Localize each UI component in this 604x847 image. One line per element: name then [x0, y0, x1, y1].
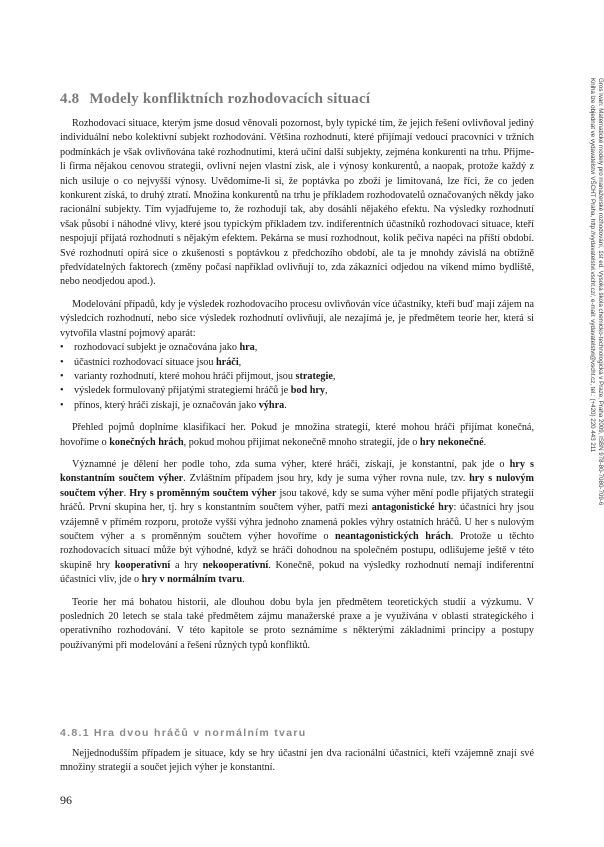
subsection-number: 4.8.1 — [60, 727, 90, 739]
subsection-heading — [60, 727, 306, 739]
bullet-icon: • — [60, 370, 64, 382]
list-item: • účastníci rozhodovací situace jsou hráči, — [60, 356, 534, 370]
main-text — [60, 117, 534, 661]
paragraph-intro: Rozhodovací situace, kterým jsme dosud věnovali pozornost, byly typické tím, že jejich řešení ovlivňoval jediný individuální nebo kolektivní subjekt rozhodování. Většina rozhodnutí, které přijímají vedoucí pracovníci v tržních podmínkách je však ovlivňována také rozhodnutími, která učiní další subjekty, zejména konkurenti na trhu. Přijme-li firma nějakou cenovou strategii, ovlivní nejen vlastní zisk, ale i výnosy konkurentů, a naopak, protože každý z nich usiluje o co nejvyšší výnosy. Uvědomíme-li si, že poptávka po zboží je limitovaná, lze říci, že co jeden konkurent získá, to druhý ztratí. Množina konkurentů na trhu je příkladem rozhodovatelů označovaných někdy jako racionální subjekty. Tím vyjadřujeme to, že rozhodují tak, aby dosáhli nějakého efektu. Na výsledky rozhodnutí však působí i náhodné vlivy, které jsou typickým příkladem tzv. indiferentních účastníků rozhodovací situace, kteří nespojují přijatá rozhodnutí s nějakým efektem. Pekárna se musí rozhodnout, kolik pečiva napéci na příští období. Své rozhodnutí opírá sice o zkušenosti s poptávkou z předchozího období, ale ta je mnohdy závislá na obtížně předvídatelných faktorech (změny počasí například ovlivňují to, zda zákazníci odjedou na víkend mimo bydliště, nebo neodjedou apod.). — [60, 118, 534, 288]
subsection-text — [60, 747, 534, 776]
paragraph-history: Teorie her má bohatou historii, ale dlouhou dobu byla jen předmětem teoretických studií a výzkumu. V posledních 20 letech se stala také předmětem zájmu manažerské praxe a je využívána v oblasti strategického i operativního rozhodování. V této kapitole se proto seznámíme s některými základními principy a postupy používanými při modelování a řešení různých typů konfliktů. — [60, 596, 534, 651]
side-note-order-info: Kniha lze objednat ve vydavatelství VŠCHT Praha, http://vydavatelstvi.vscht.cz/, e-mail: vydavatelstvi@vscht.cz, tel.: (+420) 220 443 211 — [588, 78, 596, 453]
list-item: • výsledek formulovaný přijatými strategiemi hráčů je bod hry, — [60, 384, 534, 398]
list-item: • varianty rozhodnutí, které mohou hráči přijmout, jsou strategie, — [60, 370, 534, 384]
section-heading — [60, 91, 370, 108]
terms-list — [60, 341, 534, 413]
section-title: Modely konfliktních rozhodovacích situací — [89, 91, 371, 107]
side-note — [568, 78, 604, 598]
paragraph-sum-of-payoffs: Významné je dělení her podle toho, zda suma výher, které hráči, získají, je konstantní, pak jde o hry s konstantním součtem výher. Zvláštním případem jsou hry, kdy je suma výher rovna nule, tzv. hry s nulovým součtem výher. Hry s proměnným součtem výher jsou takové, kdy se suma výher mění podle přijatých strategií hráčů. První skupina her, tj. hry s konstantním součtem výher, patří mezi antagonistické hry: účastníci hry jsou vzájemně v přímém rozporu, protože vyšší výhra jednoho znamená pokles výhry ostatních hráčů. U her s nulovým součtem výher a s proměnným součtem výher hovoříme o neantagonistických hrách. Protože u těchto rozhodovacích situací může být výhodné, když se hráči dohodnou na společném postupu, odlišujeme ještě v této skupině hry kooperativní a hry nekooperativní. Konečně, pokud na výsledky rozhodnutí nemají indiferentní účastníci vliv, jde o hry v normálním tvaru. — [60, 458, 535, 586]
paragraph-two-players: Nejjednodušším případem je situace, kdy se hry účastní jen dva racionální účastníci, kteří vzájemně znají své množiny strategií a součet jejich výher je konstantní. — [60, 748, 534, 774]
page-number: 96 — [60, 793, 72, 807]
paragraph-classification: Přehled pojmů doplníme klasifikací her. Pokud je množina strategií, které mohou hráči přijímat konečná, hovoříme o konečných hrách, pokud mohou přijímat nekonečně mnoho strategií, jde o hry nekonečné. — [60, 422, 534, 448]
side-note-citation: Gros Ivan: Matematické modely pro manažerské rozhodování, 1st ed. Vysoká škola chemicko-technologická v Praze, Praha 2009, ISBN 978-80-7080-709-6 — [597, 78, 604, 506]
section-number: 4.8 — [60, 91, 80, 107]
subsection-title: Hra dvou hráčů v normálním tvaru — [93, 727, 307, 739]
list-item: • rozhodovací subjekt je označována jako hra, — [60, 341, 534, 355]
paragraph-game-theory: Modelování případů, kdy je výsledek rozhodovacího procesu ovlivňován více účastníky, kteří buď mají zájem na výsledcích rozhodnutí, nebo sice výsledek rozhodnutí ovlivňují, ale nezajímá je, je předmětem teorie her, která si vytvořila vlastní pojmový aparát: — [60, 298, 534, 339]
bullet-icon: • — [60, 399, 64, 411]
bullet-icon: • — [60, 385, 64, 397]
list-item: • přínos, který hráči získají, je označován jako výhra. — [60, 399, 534, 413]
bullet-icon: • — [60, 356, 64, 368]
bullet-icon: • — [60, 342, 64, 354]
